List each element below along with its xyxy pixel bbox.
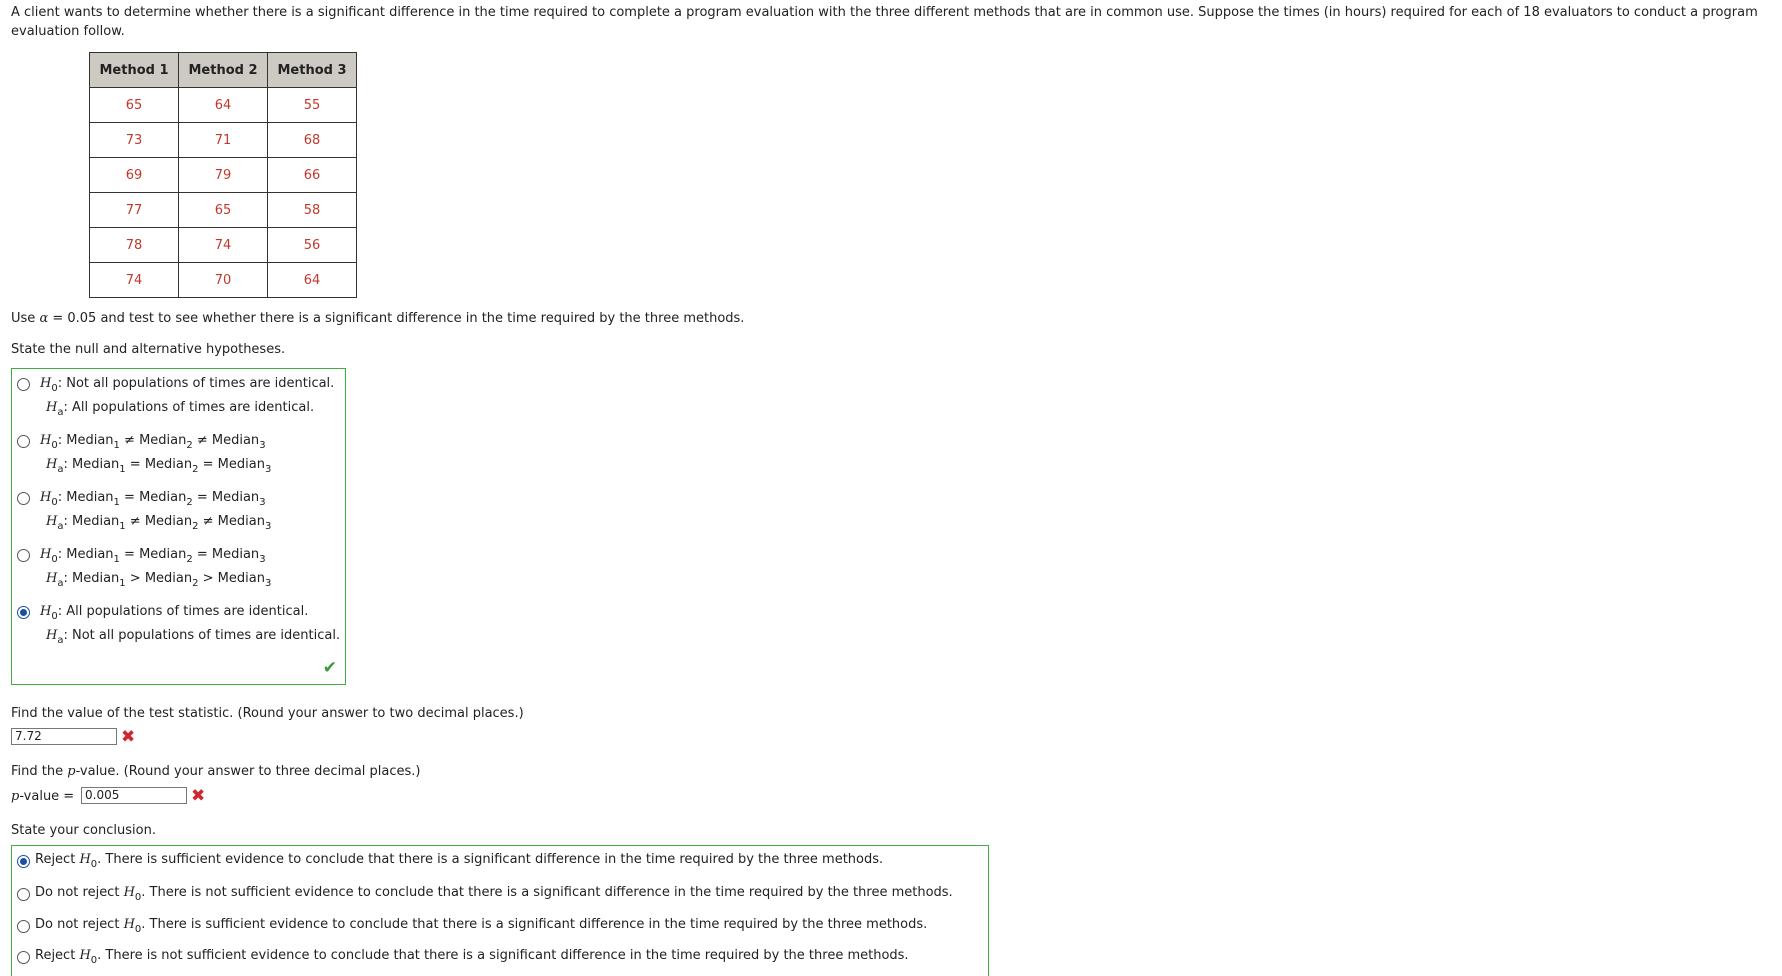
option-post: . There is sufficient evidence to conclude that there is a significant difference in the time required by the three methods.	[141, 917, 928, 932]
hypotheses-prompt: State the null and alternative hypotheses.	[11, 342, 286, 357]
table-cell: 64	[179, 88, 268, 123]
median-text: Median	[66, 547, 114, 562]
subscript: a	[57, 464, 64, 475]
subscript: 1	[113, 440, 120, 451]
median-text: ≠ Median	[192, 433, 260, 448]
correct-check-icon: ✔	[322, 658, 337, 678]
subscript: 3	[264, 578, 272, 589]
subscript: 0	[90, 955, 98, 966]
radio-button[interactable]	[17, 549, 30, 562]
h-symbol: H	[40, 376, 52, 391]
conclusion-prompt: State your conclusion.	[11, 823, 156, 838]
h-symbol: H	[40, 547, 52, 562]
option-text	[35, 917, 928, 935]
null-hypothesis	[40, 373, 334, 395]
alpha-symbol: α	[39, 311, 49, 326]
subscript: 3	[264, 521, 272, 532]
radio-button[interactable]	[17, 920, 30, 933]
label-text: -value =	[19, 789, 75, 804]
table-cell: 55	[268, 88, 357, 123]
alternative-hypothesis: $H_a$: Median$_1$ ≠ Median$_2$ ≠ Median$_3$	[46, 514, 272, 532]
table-cell: 79	[179, 158, 268, 193]
alternative-hypothesis	[46, 625, 340, 647]
h-symbol: H	[123, 885, 135, 900]
subscript: 1	[119, 578, 126, 589]
hypothesis-option-2[interactable]	[17, 430, 337, 478]
ha-text: : Not all populations of times are identical.	[63, 628, 341, 643]
table-cell: 68	[268, 123, 357, 158]
hypothesis-option-5[interactable]	[17, 601, 341, 649]
data-table	[89, 52, 357, 298]
h-symbol: H	[40, 433, 52, 448]
h-symbol: H	[46, 400, 58, 415]
alpha-instruction	[11, 311, 744, 326]
h-symbol: H	[79, 852, 91, 867]
table-row	[90, 158, 357, 193]
alternative-hypothesis: $H_a$: Median$_1$ > Median$_2$ > Median$_3$	[46, 571, 272, 589]
conclusion-answer-box	[11, 845, 989, 976]
subscript: 0	[51, 383, 58, 394]
option-text	[35, 852, 884, 870]
table-cell: 73	[90, 123, 179, 158]
conclusion-option-3[interactable]	[17, 915, 977, 937]
option-text	[35, 948, 909, 966]
table-cell: 58	[268, 193, 357, 228]
subscript: 2	[192, 521, 199, 532]
subscript: 3	[259, 497, 266, 508]
p-value-prompt	[11, 764, 421, 779]
option-post: . There is sufficient evidence to conclude that there is a significant difference in the time required by the three methods.	[97, 852, 884, 867]
radio-button-selected[interactable]	[17, 855, 30, 868]
h0-text: : All populations of times are identical.	[57, 604, 309, 619]
median-text: = Median	[119, 490, 187, 505]
median-text: = Median	[119, 547, 187, 562]
option-pre: Do not reject	[35, 917, 124, 932]
table-cell: 74	[90, 263, 179, 298]
hypothesis-option-4[interactable]	[17, 544, 337, 592]
radio-button[interactable]	[17, 435, 30, 448]
subscript: 1	[119, 464, 126, 475]
median-text: = Median	[125, 457, 193, 472]
subscript: a	[57, 635, 64, 646]
subscript: 2	[186, 554, 193, 565]
null-hypothesis: $H_0$: Median$_1$ = Median$_2$ = Median$_3$	[40, 547, 266, 565]
table-cell: 77	[90, 193, 179, 228]
table-cell: 56	[268, 228, 357, 263]
subscript: 1	[119, 521, 126, 532]
subscript: a	[57, 521, 64, 532]
median-text: Median	[66, 490, 114, 505]
subscript: 0	[51, 611, 58, 622]
column-header: Method 1	[90, 53, 179, 88]
subscript: 0	[51, 497, 58, 508]
alpha-prefix: Use	[11, 311, 36, 326]
subscript: 2	[186, 497, 193, 508]
subscript: 3	[264, 464, 272, 475]
table-row	[90, 263, 357, 298]
table-cell: 74	[179, 228, 268, 263]
option-post: . There is not sufficient evidence to conclude that there is a significant difference in the time required by the three methods.	[97, 948, 909, 963]
median-text: Median	[72, 571, 120, 586]
subscript: 2	[186, 440, 193, 451]
subscript: 0	[134, 892, 142, 903]
p-symbol: p	[67, 764, 76, 779]
option-pre: Reject	[35, 852, 80, 867]
median-text: = Median	[192, 490, 260, 505]
test-statistic-input[interactable]: 7.72	[11, 728, 117, 745]
h-symbol: H	[46, 514, 58, 529]
radio-button[interactable]	[17, 378, 30, 391]
p-value-input[interactable]: 0.005	[81, 787, 187, 804]
table-cell: 70	[179, 263, 268, 298]
h0-text: : Not all populations of times are identical.	[57, 376, 335, 391]
option-text	[35, 885, 953, 903]
h-symbol: H	[79, 948, 91, 963]
h-symbol: H	[123, 917, 135, 932]
table-cell: 71	[179, 123, 268, 158]
conclusion-option-2[interactable]	[17, 883, 977, 905]
subscript: 0	[51, 440, 58, 451]
subscript: 0	[90, 859, 98, 870]
subscript: a	[57, 578, 64, 589]
median-text: ≠ Median	[125, 514, 193, 529]
subscript: 2	[192, 578, 199, 589]
subscript: 2	[192, 464, 199, 475]
table-cell: 66	[268, 158, 357, 193]
radio-button[interactable]	[17, 888, 30, 901]
hypotheses-answer-box	[11, 368, 346, 685]
median-text: Median	[72, 457, 120, 472]
median-text: > Median	[125, 571, 193, 586]
median-text: ≠ Median	[119, 433, 187, 448]
null-hypothesis: $H_0$: Median$_1$ ≠ Median$_2$ ≠ Median$_3$	[40, 433, 266, 451]
test-statistic-prompt: Find the value of the test statistic. (Round your answer to two decimal places.)	[11, 706, 524, 721]
table-row	[90, 123, 357, 158]
table-cell: 65	[90, 88, 179, 123]
table-cell: 69	[90, 158, 179, 193]
prompt-text: Find the	[11, 764, 68, 779]
median-text: = Median	[192, 547, 260, 562]
radio-button[interactable]	[17, 492, 30, 505]
column-header: Method 2	[179, 53, 268, 88]
table-cell: 65	[179, 193, 268, 228]
subscript: 1	[113, 497, 120, 508]
median-text: Median	[72, 514, 120, 529]
median-text: ≠ Median	[198, 514, 265, 529]
conclusion-option-1[interactable]	[17, 850, 977, 872]
alternative-hypothesis: $H_a$: Median$_1$ = Median$_2$ = Median$_3$	[46, 457, 272, 475]
radio-button[interactable]	[17, 951, 30, 964]
option-pre: Reject	[35, 948, 80, 963]
question-intro: A client wants to determine whether there is a significant difference in the time required to complete a program evaluation with the three different methods that are in common use. Suppose the times (in hours) required for each of 18 evaluators to conduct a program evaluation follow.	[11, 5, 1758, 39]
table-header-row	[90, 53, 357, 88]
table-cell: 78	[90, 228, 179, 263]
h-symbol: H	[40, 604, 52, 619]
hypothesis-option-3[interactable]	[17, 487, 337, 535]
median-text: > Median	[198, 571, 265, 586]
subscript: 3	[259, 554, 266, 565]
median-text: = Median	[198, 457, 265, 472]
table-row	[90, 193, 357, 228]
option-post: . There is not sufficient evidence to conclude that there is a significant difference in the time required by the three methods.	[141, 885, 953, 900]
prompt-text: -value. (Round your answer to three decimal places.)	[75, 764, 421, 779]
h-symbol: H	[46, 571, 58, 586]
alpha-rest: = 0.05 and test to see whether there is a significant difference in the time required by the three methods.	[52, 311, 745, 326]
subscript: a	[57, 407, 64, 418]
subscript: 0	[134, 924, 142, 935]
option-pre: Do not reject	[35, 885, 124, 900]
p-symbol: p	[11, 789, 20, 804]
median-text: Median	[66, 433, 114, 448]
incorrect-x-icon: ✖	[191, 786, 206, 806]
h-symbol: H	[46, 628, 58, 643]
table-cell: 64	[268, 263, 357, 298]
column-header: Method 3	[268, 53, 357, 88]
h-symbol: H	[40, 490, 52, 505]
subscript: 1	[113, 554, 120, 565]
table-row	[90, 228, 357, 263]
null-hypothesis	[40, 601, 308, 623]
h-symbol: H	[46, 457, 58, 472]
radio-button-selected[interactable]	[17, 606, 30, 619]
conclusion-option-4[interactable]	[17, 946, 977, 968]
alternative-hypothesis	[46, 397, 314, 419]
subscript: 3	[259, 440, 266, 451]
subscript: 0	[51, 554, 58, 565]
null-hypothesis: $H_0$: Median$_1$ = Median$_2$ = Median$_3$	[40, 490, 266, 508]
p-value-label	[11, 789, 74, 804]
hypothesis-option-1[interactable]	[17, 373, 337, 421]
incorrect-x-icon: ✖	[121, 727, 136, 747]
table-row	[90, 88, 357, 123]
ha-text: : All populations of times are identical.	[63, 400, 315, 415]
